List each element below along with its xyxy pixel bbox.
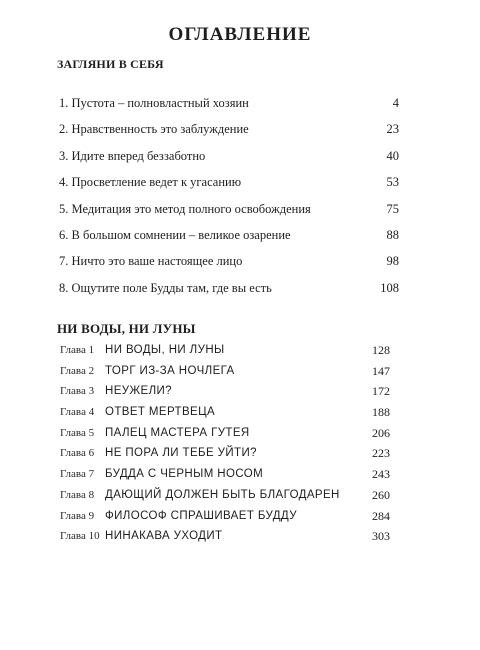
entry-title: 7. Ничто это ваше настоящее лицо (59, 254, 243, 269)
entry-page-number: 53 (386, 175, 399, 190)
entry-page-number: 260 (372, 487, 390, 502)
toc-entry (59, 196, 399, 222)
entry-title: 5. Медитация это метод полного освобождения (59, 201, 311, 216)
chapter-label: Глава 1 (60, 344, 95, 356)
toc-entry (60, 423, 390, 444)
toc-entry (59, 143, 399, 169)
entry-page-number: 88 (386, 227, 399, 242)
chapter-label: Глава 10 (60, 530, 100, 543)
chapter-label: Глава 8 (60, 488, 95, 501)
toc-entry (59, 275, 399, 301)
part1-entries (59, 90, 399, 301)
chapter-label: Главa 4 (60, 406, 95, 419)
entry-page-number: 75 (386, 201, 399, 216)
page-title: ОГЛАВЛЕНИЕ (168, 24, 312, 45)
toc-entry (59, 90, 399, 116)
entry-title: 8. Ощутите поле Будды там, где вы есть (59, 280, 272, 295)
chapter-title: НЕ ПОРА ЛИ ТЕБЕ УЙТИ? (105, 447, 257, 460)
part1-heading: ЗАГЛЯНИ В СЕБЯ (57, 57, 164, 71)
entry-page-number: 147 (372, 363, 390, 378)
entry-page-number: 98 (386, 254, 399, 269)
entry-title: 2. Нравственность это заблуждение (59, 122, 249, 137)
entry-page-number: 206 (372, 425, 390, 440)
toc-entry (59, 222, 399, 248)
chapter-title: НИ ВОДЫ, НИ ЛУНЫ (105, 344, 225, 356)
chapter-title: НЕУЖЕЛИ? (105, 385, 172, 398)
entry-page-number: 172 (372, 384, 390, 399)
chapter-label: Глава 7 (60, 468, 95, 481)
entry-page-number: 23 (386, 122, 399, 137)
toc-entry (60, 340, 390, 361)
entry-page-number: 243 (372, 467, 390, 482)
entry-page-number: 4 (392, 96, 399, 110)
toc-entry (60, 361, 390, 382)
chapter-title: ОТВЕТ МЕРТВЕЦА (105, 406, 216, 419)
chapter-label: Глава 6 (60, 447, 95, 460)
toc-entry (60, 443, 390, 464)
chapter-title: БУДДА С ЧЕРНЫМ НОСОМ (105, 468, 264, 481)
entry-page-number: 108 (380, 280, 399, 295)
toc-entry (60, 526, 390, 547)
chapter-label: Глава 5 (60, 426, 95, 439)
chapter-label: Глава 3 (60, 385, 95, 398)
toc-entry (59, 248, 399, 274)
toc-entry (60, 506, 390, 527)
entry-page-number: 284 (372, 508, 390, 523)
toc-entry (60, 402, 390, 423)
toc-entry (59, 116, 399, 142)
entry-title: 1. Пустота – полновластный хозяин (59, 96, 249, 110)
chapter-label: Глава 2 (60, 364, 95, 377)
entry-page-number: 303 (372, 529, 390, 544)
chapter-title: ФИЛОСОФ СПРАШИВАЕТ БУДДУ (105, 509, 297, 522)
entry-page-number: 40 (386, 148, 399, 163)
toc-entry (60, 381, 390, 402)
entry-title: 4. Просветление ведет к угасанию (59, 175, 242, 190)
entry-title: 6. В большом сомнении – великое озарение (59, 227, 291, 242)
toc-entry (60, 464, 390, 485)
part2-entries (60, 340, 390, 547)
entry-title: 3. Идите вперед беззаботно (59, 148, 206, 163)
chapter-title: ДАЮЩИЙ ДОЛЖЕН БЫТЬ БЛАГОДАРЕН (105, 488, 340, 501)
entry-page-number: 188 (372, 405, 390, 420)
part2-heading: НИ ВОДЫ, НИ ЛУНЫ (57, 321, 196, 336)
chapter-title: НИНАКАВА УХОДИТ (105, 530, 223, 543)
chapter-title: ТОРГ ИЗ-ЗА НОЧЛЕГА (105, 364, 235, 377)
entry-page-number: 223 (372, 446, 390, 461)
toc-entry (60, 485, 390, 506)
chapter-label: Глава 9 (60, 509, 95, 522)
chapter-title: ПАЛЕЦ МАСТЕРА ГУТЕЯ (105, 426, 250, 439)
toc-entry (59, 169, 399, 195)
entry-page-number: 128 (372, 343, 390, 357)
